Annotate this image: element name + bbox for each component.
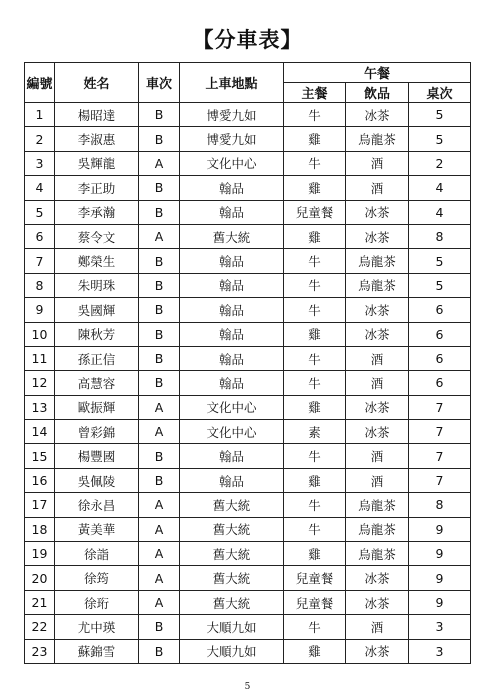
cell-bus: B — [139, 103, 180, 127]
cell-name: 李正助 — [55, 176, 139, 200]
table-row — [25, 566, 471, 590]
cell-main: 牛 — [284, 346, 346, 370]
cell-name: 楊昭達 — [55, 103, 139, 127]
cell-stop: 大順九如 — [180, 639, 284, 663]
table-row — [25, 176, 471, 200]
table-row — [25, 200, 471, 224]
cell-name: 孫正信 — [55, 346, 139, 370]
table-row — [25, 639, 471, 663]
cell-stop: 舊大統 — [180, 542, 284, 566]
cell-drink: 烏龍茶 — [346, 127, 409, 151]
cell-stop: 翰品 — [180, 468, 284, 492]
cell-no: 4 — [25, 176, 55, 200]
cell-main: 雞 — [284, 395, 346, 419]
table-body — [25, 103, 471, 664]
cell-stop: 舊大統 — [180, 493, 284, 517]
cell-no: 22 — [25, 615, 55, 639]
cell-main: 牛 — [284, 151, 346, 175]
cell-stop: 大順九如 — [180, 615, 284, 639]
cell-name: 曾彩錦 — [55, 420, 139, 444]
header-no: 編號 — [25, 63, 55, 103]
cell-name: 楊豐國 — [55, 444, 139, 468]
cell-no: 17 — [25, 493, 55, 517]
cell-name: 徐詣 — [55, 542, 139, 566]
cell-stop: 舊大統 — [180, 590, 284, 614]
table-row — [25, 615, 471, 639]
cell-stop: 博愛九如 — [180, 103, 284, 127]
cell-stop: 翰品 — [180, 200, 284, 224]
cell-no: 11 — [25, 346, 55, 370]
header-stop: 上車地點 — [180, 63, 284, 103]
cell-main: 雞 — [284, 322, 346, 346]
cell-table: 8 — [409, 493, 471, 517]
cell-main: 牛 — [284, 493, 346, 517]
header-bus: 車次 — [139, 63, 180, 103]
table-row — [25, 249, 471, 273]
cell-drink: 烏龍茶 — [346, 517, 409, 541]
cell-bus: B — [139, 249, 180, 273]
cell-no: 8 — [25, 273, 55, 297]
cell-no: 1 — [25, 103, 55, 127]
cell-table: 5 — [409, 127, 471, 151]
cell-stop: 舊大統 — [180, 566, 284, 590]
cell-drink: 冰茶 — [346, 298, 409, 322]
cell-stop: 舊大統 — [180, 517, 284, 541]
cell-name: 李承瀚 — [55, 200, 139, 224]
cell-no: 15 — [25, 444, 55, 468]
cell-main: 雞 — [284, 542, 346, 566]
table-row — [25, 493, 471, 517]
cell-name: 尤中瑛 — [55, 615, 139, 639]
cell-bus: B — [139, 127, 180, 151]
cell-stop: 翰品 — [180, 273, 284, 297]
table-row — [25, 298, 471, 322]
cell-bus: A — [139, 395, 180, 419]
cell-bus: A — [139, 224, 180, 248]
cell-bus: B — [139, 346, 180, 370]
cell-table: 7 — [409, 468, 471, 492]
table-row — [25, 346, 471, 370]
cell-drink: 冰茶 — [346, 639, 409, 663]
cell-no: 2 — [25, 127, 55, 151]
table-row — [25, 151, 471, 175]
cell-drink: 酒 — [346, 151, 409, 175]
cell-stop: 翰品 — [180, 444, 284, 468]
table-row — [25, 224, 471, 248]
cell-drink: 冰茶 — [346, 200, 409, 224]
cell-name: 歐振輝 — [55, 395, 139, 419]
cell-main: 雞 — [284, 468, 346, 492]
cell-table: 3 — [409, 615, 471, 639]
cell-name: 黃美華 — [55, 517, 139, 541]
cell-no: 19 — [25, 542, 55, 566]
cell-bus: B — [139, 615, 180, 639]
page-title: 【分車表】 — [192, 28, 303, 52]
cell-drink: 冰茶 — [346, 395, 409, 419]
cell-main: 牛 — [284, 298, 346, 322]
cell-table: 6 — [409, 298, 471, 322]
cell-drink: 冰茶 — [346, 103, 409, 127]
cell-main: 雞 — [284, 176, 346, 200]
cell-bus: B — [139, 273, 180, 297]
cell-bus: B — [139, 639, 180, 663]
cell-name: 蘇錦雪 — [55, 639, 139, 663]
cell-main: 兒童餐 — [284, 590, 346, 614]
cell-bus: A — [139, 566, 180, 590]
cell-bus: A — [139, 590, 180, 614]
cell-stop: 文化中心 — [180, 395, 284, 419]
table-row — [25, 420, 471, 444]
cell-stop: 文化中心 — [180, 151, 284, 175]
cell-stop: 博愛九如 — [180, 127, 284, 151]
table-row — [25, 127, 471, 151]
cell-drink: 酒 — [346, 371, 409, 395]
cell-drink: 烏龍茶 — [346, 493, 409, 517]
cell-bus: B — [139, 322, 180, 346]
cell-name: 陳秋芳 — [55, 322, 139, 346]
cell-main: 牛 — [284, 249, 346, 273]
table-row — [25, 322, 471, 346]
cell-table: 5 — [409, 273, 471, 297]
cell-main: 牛 — [284, 517, 346, 541]
cell-bus: A — [139, 493, 180, 517]
cell-table: 9 — [409, 566, 471, 590]
cell-bus: B — [139, 371, 180, 395]
cell-main: 雞 — [284, 224, 346, 248]
cell-name: 朱明珠 — [55, 273, 139, 297]
cell-drink: 烏龍茶 — [346, 542, 409, 566]
header-drink: 飲品 — [346, 83, 409, 103]
cell-main: 雞 — [284, 127, 346, 151]
cell-drink: 冰茶 — [346, 322, 409, 346]
cell-no: 16 — [25, 468, 55, 492]
cell-table: 6 — [409, 346, 471, 370]
cell-drink: 酒 — [346, 444, 409, 468]
cell-name: 高慧容 — [55, 371, 139, 395]
cell-main: 牛 — [284, 273, 346, 297]
cell-no: 18 — [25, 517, 55, 541]
cell-main: 牛 — [284, 371, 346, 395]
cell-table: 4 — [409, 176, 471, 200]
cell-drink: 冰茶 — [346, 420, 409, 444]
cell-name: 徐珩 — [55, 590, 139, 614]
cell-bus: B — [139, 176, 180, 200]
table-row — [25, 468, 471, 492]
cell-no: 5 — [25, 200, 55, 224]
table-row — [25, 371, 471, 395]
cell-drink: 冰茶 — [346, 590, 409, 614]
cell-table: 7 — [409, 444, 471, 468]
cell-name: 吳國輝 — [55, 298, 139, 322]
cell-stop: 翰品 — [180, 371, 284, 395]
cell-name: 蔡令文 — [55, 224, 139, 248]
cell-table: 9 — [409, 590, 471, 614]
cell-stop: 文化中心 — [180, 420, 284, 444]
cell-bus: B — [139, 298, 180, 322]
cell-no: 12 — [25, 371, 55, 395]
cell-name: 李淑惠 — [55, 127, 139, 151]
cell-name: 吳佩陵 — [55, 468, 139, 492]
cell-main: 兒童餐 — [284, 200, 346, 224]
cell-no: 20 — [25, 566, 55, 590]
cell-stop: 翰品 — [180, 176, 284, 200]
cell-main: 素 — [284, 420, 346, 444]
cell-drink: 冰茶 — [346, 224, 409, 248]
table-row — [25, 273, 471, 297]
cell-main: 雞 — [284, 639, 346, 663]
cell-main: 牛 — [284, 615, 346, 639]
cell-drink: 烏龍茶 — [346, 249, 409, 273]
cell-table: 9 — [409, 517, 471, 541]
cell-table: 7 — [409, 395, 471, 419]
cell-bus: B — [139, 468, 180, 492]
table-row — [25, 517, 471, 541]
cell-name: 徐永昌 — [55, 493, 139, 517]
cell-stop: 翰品 — [180, 298, 284, 322]
cell-no: 9 — [25, 298, 55, 322]
cell-table: 7 — [409, 420, 471, 444]
cell-drink: 酒 — [346, 615, 409, 639]
header-table: 桌次 — [409, 83, 471, 103]
cell-stop: 翰品 — [180, 346, 284, 370]
cell-bus: A — [139, 542, 180, 566]
cell-main: 牛 — [284, 103, 346, 127]
cell-table: 8 — [409, 224, 471, 248]
cell-name: 徐筠 — [55, 566, 139, 590]
page-number: 5 — [244, 682, 251, 692]
cell-bus: B — [139, 444, 180, 468]
cell-table: 6 — [409, 322, 471, 346]
header-name: 姓名 — [55, 63, 139, 103]
cell-table: 6 — [409, 371, 471, 395]
cell-bus: B — [139, 200, 180, 224]
cell-drink: 酒 — [346, 176, 409, 200]
cell-bus: A — [139, 517, 180, 541]
cell-no: 7 — [25, 249, 55, 273]
cell-no: 23 — [25, 639, 55, 663]
cell-no: 13 — [25, 395, 55, 419]
cell-table: 9 — [409, 542, 471, 566]
table-row — [25, 590, 471, 614]
cell-table: 3 — [409, 639, 471, 663]
header-lunch: 午餐 — [284, 63, 471, 83]
cell-name: 吳輝龍 — [55, 151, 139, 175]
cell-drink: 酒 — [346, 468, 409, 492]
cell-drink: 烏龍茶 — [346, 273, 409, 297]
cell-stop: 翰品 — [180, 249, 284, 273]
cell-bus: A — [139, 420, 180, 444]
cell-main: 兒童餐 — [284, 566, 346, 590]
cell-no: 14 — [25, 420, 55, 444]
header-main: 主餐 — [284, 83, 346, 103]
cell-stop: 翰品 — [180, 322, 284, 346]
table-row — [25, 542, 471, 566]
bus-assignment-table — [24, 62, 471, 664]
cell-drink: 冰茶 — [346, 566, 409, 590]
cell-no: 3 — [25, 151, 55, 175]
cell-table: 5 — [409, 249, 471, 273]
table-row — [25, 103, 471, 127]
cell-table: 2 — [409, 151, 471, 175]
cell-stop: 舊大統 — [180, 224, 284, 248]
cell-main: 牛 — [284, 444, 346, 468]
cell-drink: 酒 — [346, 346, 409, 370]
cell-no: 21 — [25, 590, 55, 614]
cell-table: 5 — [409, 103, 471, 127]
cell-table: 4 — [409, 200, 471, 224]
table-row — [25, 395, 471, 419]
cell-name: 鄭榮生 — [55, 249, 139, 273]
table-row — [25, 444, 471, 468]
cell-bus: A — [139, 151, 180, 175]
cell-no: 6 — [25, 224, 55, 248]
cell-no: 10 — [25, 322, 55, 346]
table-header — [25, 63, 471, 103]
